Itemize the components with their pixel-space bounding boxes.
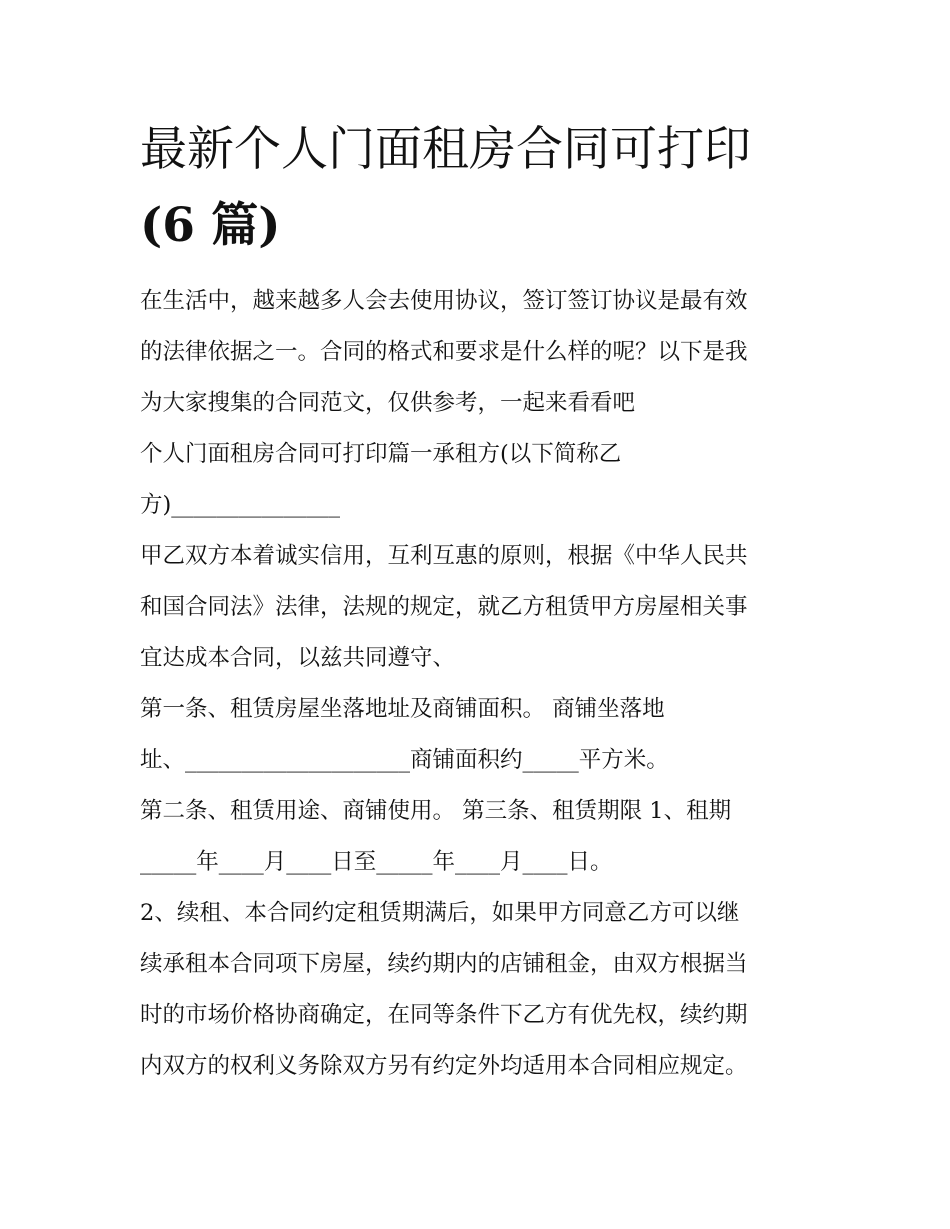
title-line-2: (6 篇) <box>140 198 281 253</box>
body-line: 时的市场价格协商确定，在同等条件下乙方有优先权，续约期 <box>140 1002 748 1028</box>
body-line: 个人门面租房合同可打印篇一承租方(以下简称乙 <box>140 441 622 467</box>
body-line: 内双方的权利义务除双方另有约定外均适用本合同相应规定。 <box>140 1053 748 1079</box>
body-line: 甲乙双方本着诚实信用，互利互惠的原则，根据《中华人民共 <box>140 543 748 569</box>
body-line: 方)_______________ <box>140 492 341 518</box>
body-line: 2、续租、本合同约定租赁期满后，如果甲方同意乙方可以继 <box>140 900 740 926</box>
document-body <box>140 276 830 1092</box>
body-line: 宜达成本合同，以兹共同遵守、 <box>140 645 456 671</box>
body-line: 续承租本合同项下房屋，续约期内的店铺租金，由双方根据当 <box>140 951 748 977</box>
body-line: 第一条、租赁房屋坐落地址及商铺面积。 商铺坐落地 <box>140 696 665 722</box>
body-line: _____年____月____日至_____年____月____日。 <box>140 849 613 875</box>
body-line: 在生活中，越来越多人会去使用协议，签订签订协议是最有效 <box>140 288 748 314</box>
body-line: 为大家搜集的合同范文，仅供参考，一起来看看吧 <box>140 390 636 416</box>
body-line: 址、____________________商铺面积约_____平方米。 <box>140 747 669 773</box>
document-title <box>140 112 820 264</box>
body-line: 和国合同法》法律，法规的规定，就乙方租赁甲方房屋相关事 <box>140 594 748 620</box>
body-line: 第二条、租赁用途、商铺使用。 第三条、租赁期限 1、租期 <box>140 798 732 824</box>
title-line-1: 最新个人门面租房合同可打印 <box>140 122 751 177</box>
body-line: 的法律依据之一。合同的格式和要求是什么样的呢？以下是我 <box>140 339 748 365</box>
